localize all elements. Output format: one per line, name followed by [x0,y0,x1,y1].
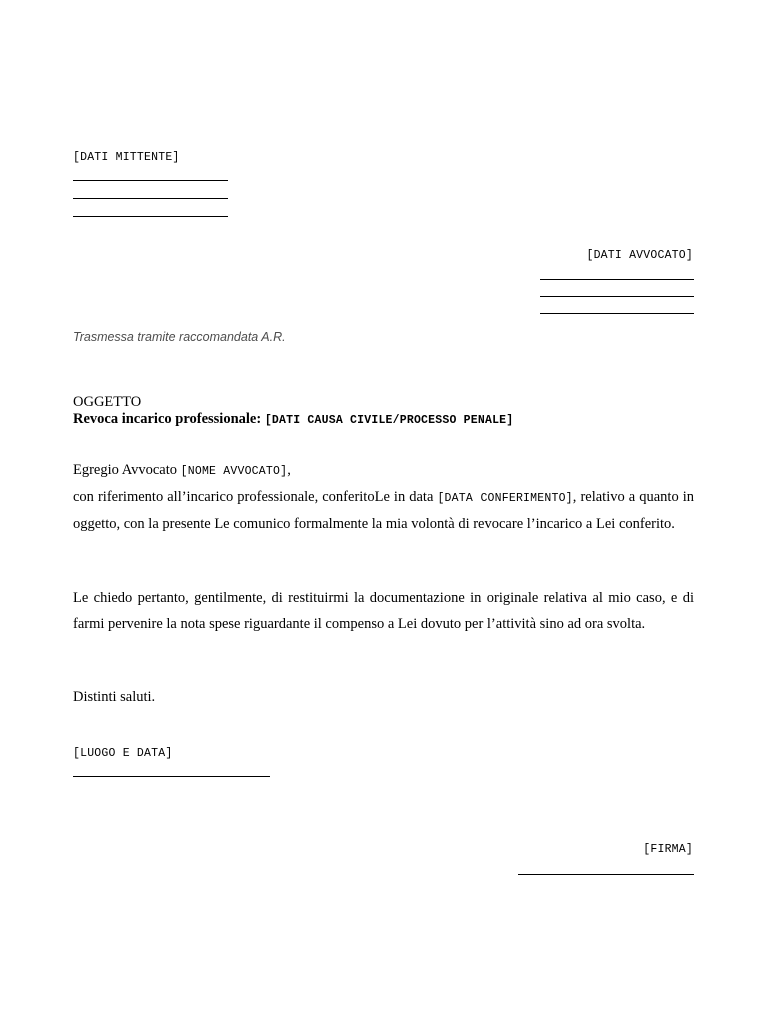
closing: Distinti saluti. [73,689,156,705]
greeting-suffix: , [287,462,291,478]
lawyer-name-placeholder: [NOME AVVOCATO] [180,465,288,478]
subject-heading: OGGETTO [73,394,142,410]
subject-title: Revoca incarico professionale: [73,411,262,427]
sender-line-1 [73,180,228,181]
paragraph-request: Le chiedo pertanto, gentilmente, di restituirmi la documentazione in originale relativa al mio caso, e di farmi pervenire la nota spese riguardante il compenso a Lei dovuto per l’attività sino ad ora svolta. [73,590,694,632]
subject-line [73,411,513,428]
p1-before: con riferimento all’incarico professionale, conferitoLe in data [73,489,434,505]
place-date-placeholder: [LUOGO E DATA] [73,747,173,760]
p1-after: , relativo a quanto in oggetto, con la presente Le comunico formalmente la mia volontà di revocare l’incarico a Lei conferito. [73,489,695,532]
transmission-note: Trasmessa tramite raccomandata A.R. [73,330,286,344]
paragraph-revocation [73,485,694,537]
greeting-prefix: Egregio Avvocato [73,462,178,478]
signature-line [518,874,694,875]
case-placeholder: [DATI CAUSA CIVILE/PROCESSO PENALE] [264,414,514,427]
date-placeholder: [DATA CONFERIMENTO] [437,492,573,505]
greeting [73,462,291,479]
signature-placeholder: [FIRMA] [643,843,693,856]
sender-line-2 [73,198,228,199]
lawyer-placeholder: [DATI AVVOCATO] [586,249,693,262]
sender-placeholder: [DATI MITTENTE] [73,151,180,164]
lawyer-line-3 [540,313,694,314]
place-date-line [73,776,270,777]
lawyer-line-2 [540,296,694,297]
sender-line-3 [73,216,228,217]
lawyer-line-1 [540,279,694,280]
